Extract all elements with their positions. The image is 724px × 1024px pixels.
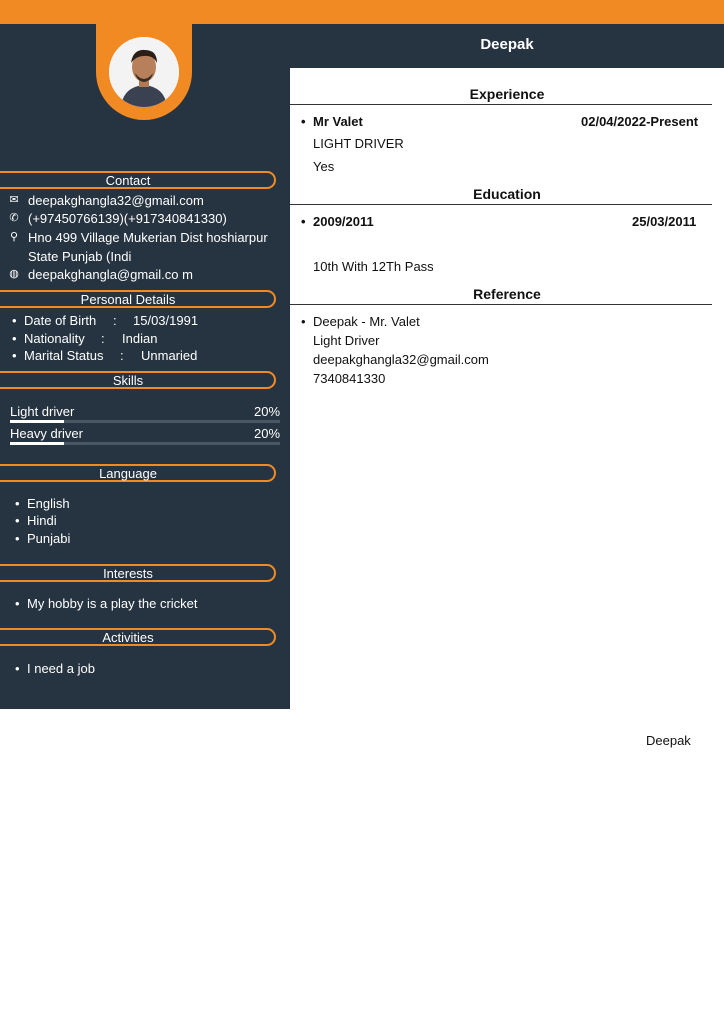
education-detail: 10th With 12Th Pass <box>313 259 434 274</box>
skill-bar-fill <box>10 420 64 423</box>
top-accent-bar <box>0 0 724 24</box>
education-date: 25/03/2011 <box>632 214 697 229</box>
contact-email: deepakghangla32@gmail.com <box>28 193 204 208</box>
experience-period: 02/04/2022-Present <box>581 114 699 129</box>
globe-icon: ◍ <box>9 268 19 280</box>
skill-bar <box>10 420 280 423</box>
activity-item: • I need a job <box>27 661 95 676</box>
experience-divider <box>290 104 712 105</box>
profile-photo <box>109 37 179 107</box>
phone-icon: ✆ <box>9 212 19 224</box>
language-heading: Language <box>0 464 276 482</box>
resume-name: Deepak <box>480 36 534 53</box>
skill-percent: 20% <box>254 426 281 441</box>
contact-web: deepakghangla@gmail.co m <box>28 267 193 282</box>
dob-label: • Date of Birth <box>24 313 96 328</box>
marital-status-value: Unmaried <box>141 348 198 363</box>
person-icon <box>109 37 179 107</box>
interest-item: • My hobby is a play the cricket <box>27 596 198 611</box>
location-pin-icon: ⚲ <box>9 231 19 243</box>
contact-phone: (+97450766139)(+917340841330) <box>28 211 227 226</box>
education-divider <box>290 204 712 205</box>
nationality-separator: : <box>101 331 105 346</box>
education-years: • 2009/2011 <box>313 214 374 229</box>
contact-address-line1: Hno 499 Village Mukerian Dist hoshiarpur <box>28 230 268 245</box>
marital-status-separator: : <box>120 348 124 363</box>
language-item: • English <box>27 496 70 511</box>
reference-phone: 7340841330 <box>313 371 386 386</box>
skill-name: Light driver <box>10 404 75 419</box>
education-heading: Education <box>473 186 541 202</box>
reference-divider <box>290 304 712 305</box>
experience-role: LIGHT DRIVER <box>313 136 404 151</box>
main-panel <box>290 68 724 728</box>
marital-status-label: • Marital Status <box>24 348 103 363</box>
experience-employer: • Mr Valet <box>313 114 363 129</box>
reference-email: deepakghangla32@gmail.com <box>313 352 489 367</box>
nationality-label: • Nationality <box>24 331 85 346</box>
reference-name: • Deepak - Mr. Valet <box>313 314 420 329</box>
contact-heading: Contact <box>0 171 276 189</box>
dob-separator: : <box>113 313 117 328</box>
skill-bar <box>10 442 280 445</box>
personal-details-heading: Personal Details <box>0 290 276 308</box>
experience-note: Yes <box>313 159 335 174</box>
activities-heading: Activities <box>0 628 276 646</box>
mail-icon: ✉ <box>9 194 19 206</box>
language-item: • Hindi <box>27 513 57 528</box>
reference-role: Light Driver <box>313 333 380 348</box>
contact-address-line2: State Punjab (Indi <box>28 249 132 264</box>
interests-heading: Interests <box>0 564 276 582</box>
experience-heading: Experience <box>469 86 545 102</box>
language-item: • Punjabi <box>27 531 70 546</box>
dob-value: 15/03/1991 <box>133 313 199 328</box>
footer-name: Deepak <box>646 733 691 748</box>
nationality-value: Indian <box>122 331 158 346</box>
skill-bar-fill <box>10 442 64 445</box>
skill-percent: 20% <box>254 404 281 419</box>
reference-heading: Reference <box>473 286 541 302</box>
skill-name: Heavy driver <box>10 426 83 441</box>
skills-heading: Skills <box>0 371 276 389</box>
